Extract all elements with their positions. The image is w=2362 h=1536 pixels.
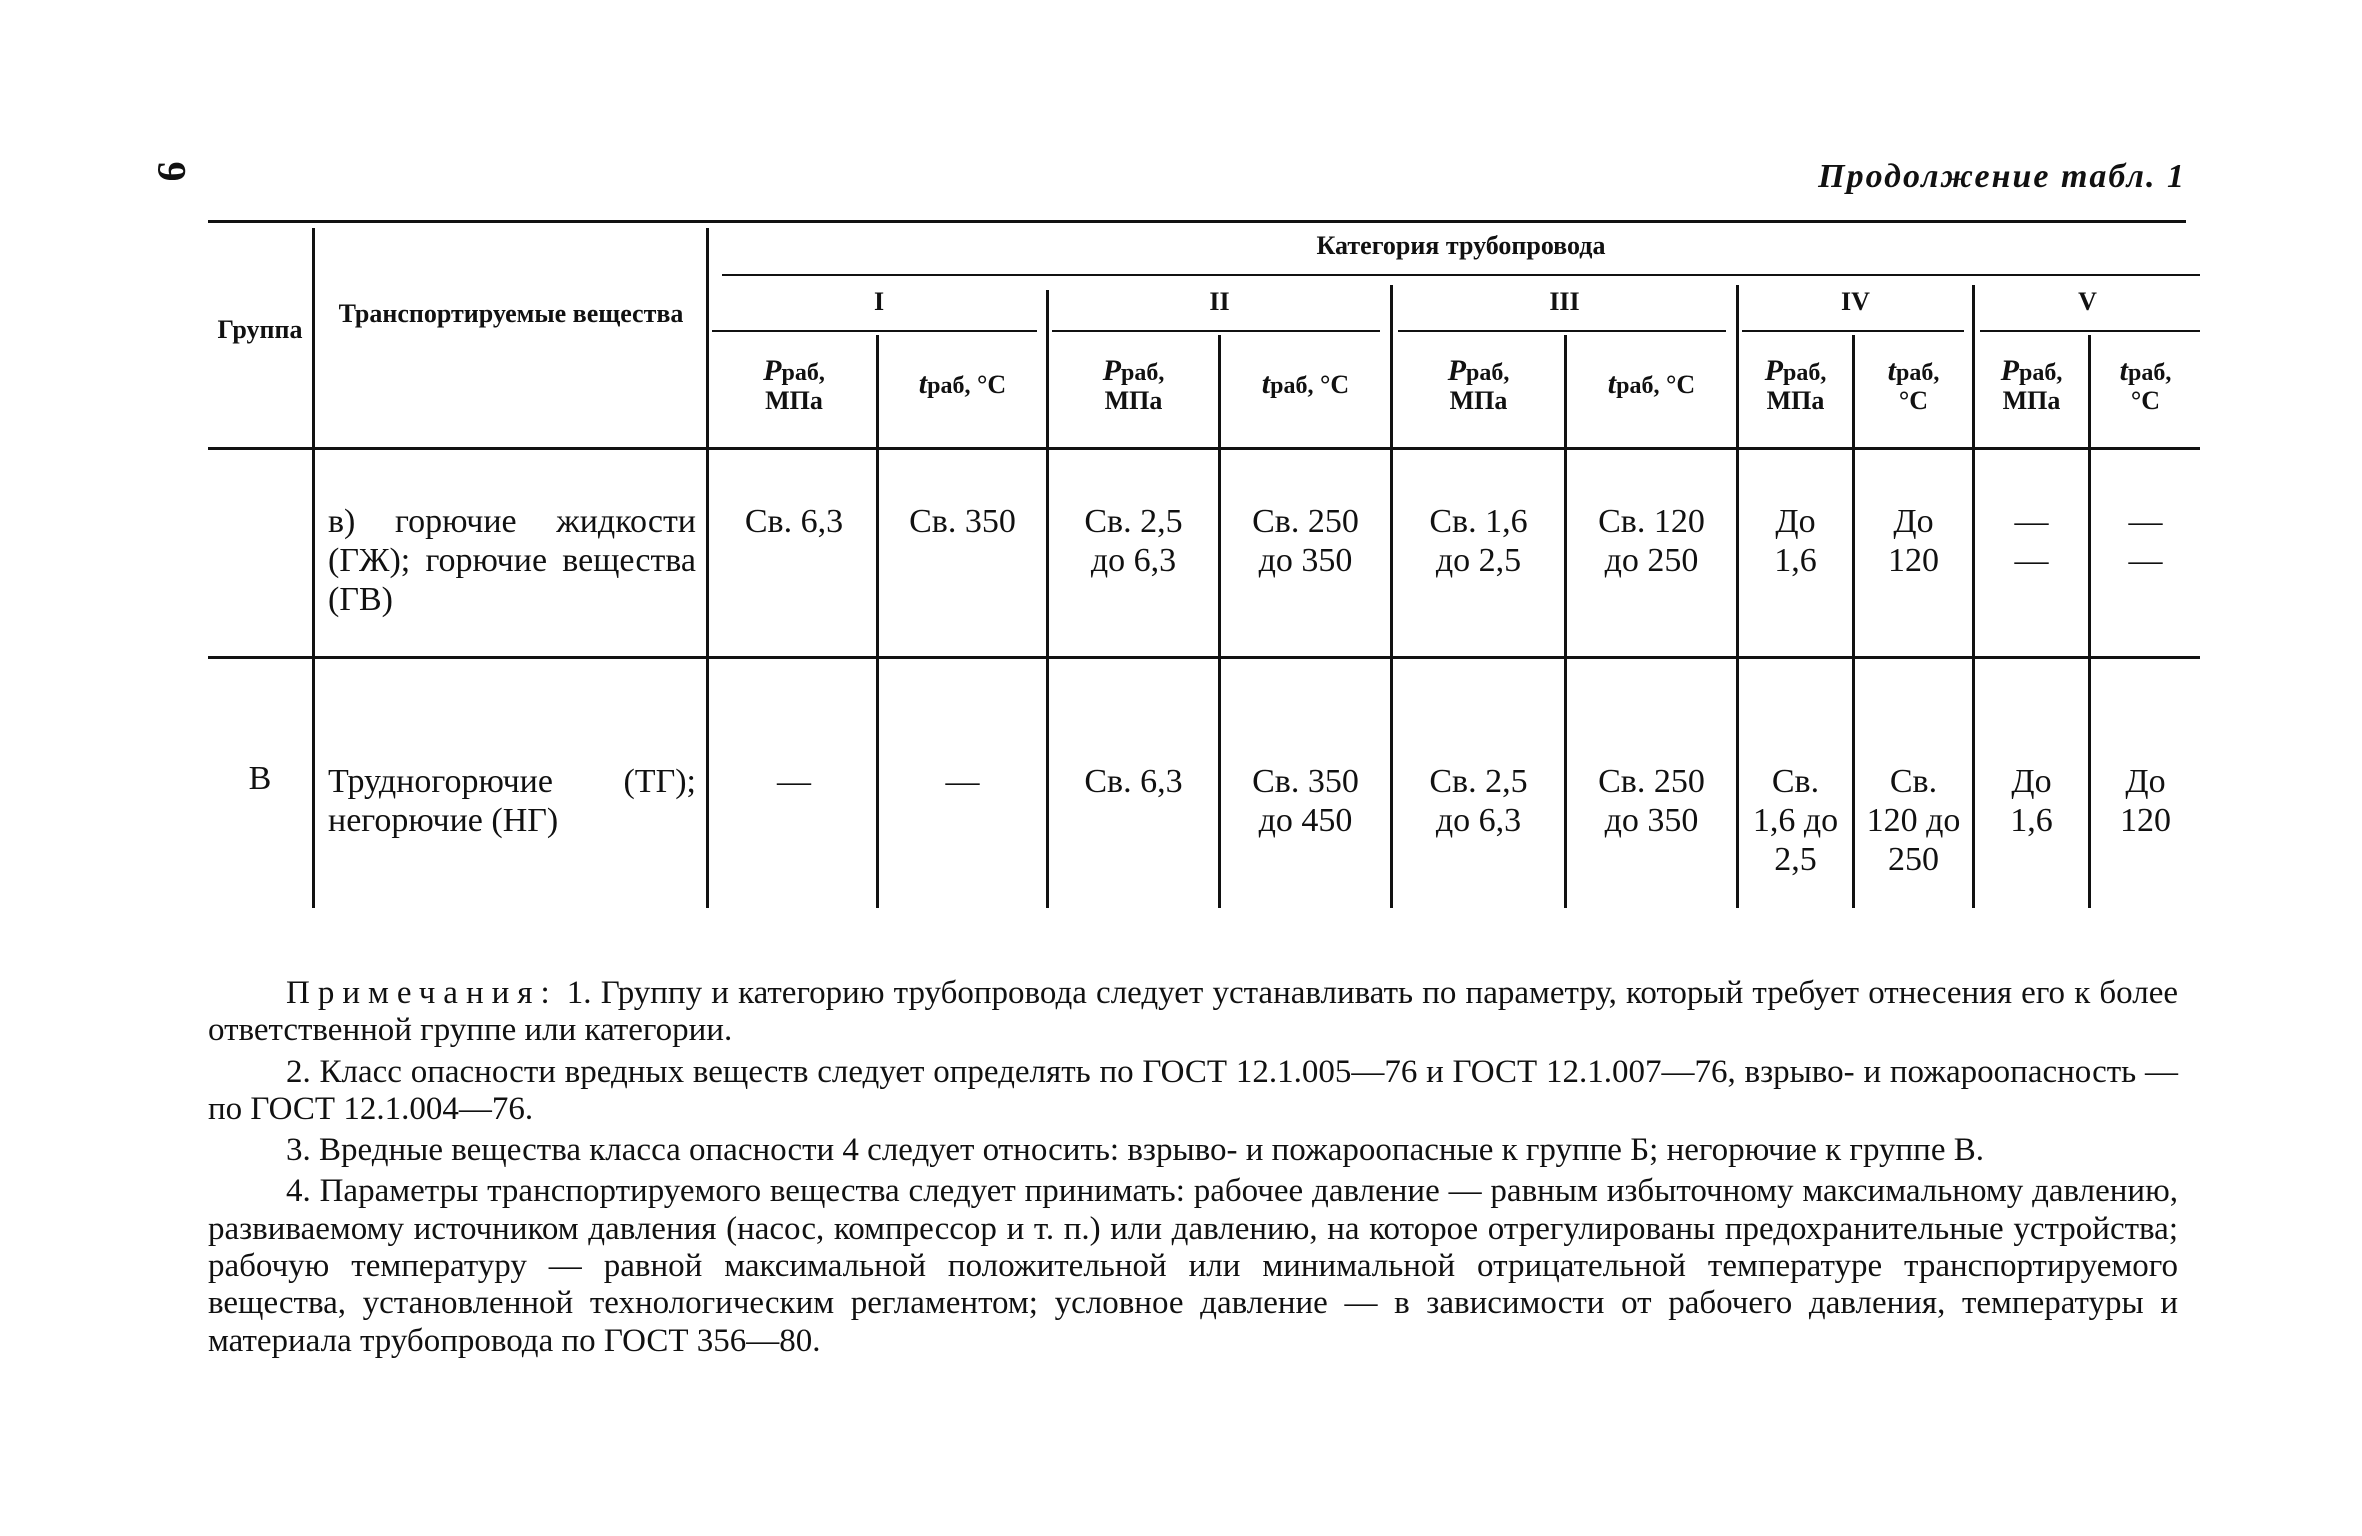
row-2-cat-v-p: [1975, 762, 2088, 840]
note-1-text: 1. Группу и категорию трубопровода следует устанавливать по параметру, который требует отнесения его к более ответственной группе или категории.: [208, 975, 2179, 1049]
row-2-cat-iii-t-value: Св. 250 до 350: [1598, 763, 1705, 840]
row-1-cat-v-t-value: — —: [2128, 503, 2163, 580]
notes-title: Примечания:: [286, 975, 558, 1011]
row-1-cat-iii-t-value: Св. 120 до 250: [1598, 503, 1705, 580]
p-sub: раб,: [1120, 360, 1165, 386]
t-var: t: [918, 367, 928, 400]
category-ii-label: II: [1209, 287, 1230, 316]
header-t-cat-i: [879, 368, 1046, 428]
header-category-iv: [1739, 280, 1972, 324]
header-p-cat-v: [1975, 355, 2088, 435]
t-sub: раб,: [1270, 373, 1314, 399]
page-number: 9: [149, 161, 195, 182]
note-2: 2. Класс опасности вредных веществ следует определять по ГОСТ 12.1.005—76 и ГОСТ 12.1.007—76, взрыво- и пожароопасность — по ГОСТ 12.1.004—76.: [208, 1053, 2178, 1127]
header-bottom-rule: [208, 447, 2200, 450]
header-substances: [320, 300, 702, 380]
t-sub: раб,: [1616, 373, 1660, 399]
row-1-cat-iv-t: [1855, 502, 1972, 580]
t-unit: °С: [1666, 370, 1696, 399]
p-sub: раб,: [781, 360, 825, 386]
p-unit: МПа: [1104, 385, 1163, 415]
row-divider-rule: [208, 656, 2200, 659]
category-iii-label: III: [1549, 287, 1580, 316]
note-4: 4. Параметры транспортируемого вещества следует принимать: рабочее давление — равным избыточному максимальному давлению, развиваемому источником давления (насос, компрессор и т. п.) или давлению, на которое отрегулированы предохранительные устройства; рабочую температуру — равной максимальной положительной или минимальной отрицательной температуре транспортируемого вещества, установленной технологическим регламентом; условное давление — в зависимости от рабочего давления, температуры и материала трубопровода по ГОСТ 356—80.: [208, 1173, 2178, 1359]
t-unit: °С: [1898, 385, 1929, 415]
row-1-cat-iv-p: [1739, 502, 1852, 580]
p-unit: МПа: [765, 385, 823, 415]
row-2-cat-iv-p: [1739, 762, 1852, 879]
t-var: t: [2119, 354, 2128, 387]
header-substances-label: Транспортируемые вещества: [338, 299, 684, 328]
header-t-cat-iv: [1855, 355, 1972, 435]
notes-section: [208, 975, 2178, 1364]
row-2-cat-ii-t: [1221, 762, 1390, 840]
subheader-rule-i: [712, 330, 1037, 332]
header-category-i: [712, 280, 1046, 324]
p-unit: МПа: [2002, 385, 2061, 415]
row-1-cat-v-p: [1975, 502, 2088, 580]
row-1-cat-ii-t-value: Св. 250 до 350: [1252, 503, 1359, 580]
row-1-cat-iii-t: [1567, 502, 1736, 580]
note-1: [208, 975, 2178, 1050]
t-sub: раб,: [1895, 360, 1940, 386]
row-1-cat-i-t-value: Св. 350: [909, 503, 1016, 540]
row-1-cat-ii-t: [1221, 502, 1390, 580]
header-t-cat-iii: [1567, 368, 1736, 428]
row-2-cat-iii-p: [1393, 762, 1564, 840]
row-1-cat-ii-p-value: Св. 2,5 до 6,3: [1084, 503, 1183, 580]
p-var: P: [763, 354, 782, 387]
p-var: P: [1764, 354, 1783, 387]
header-t-cat-ii: [1221, 368, 1390, 428]
col-rule-group: [312, 228, 315, 908]
row-2-cat-v-t-value: До 120: [2120, 763, 2171, 840]
row-2-cat-v-t: [2091, 762, 2200, 840]
header-p-cat-iii: [1393, 355, 1564, 435]
row-2-cat-i-t-value: —: [945, 763, 980, 800]
row-2-cat-i-p-value: —: [777, 763, 811, 800]
subheader-rule-v: [1980, 330, 2200, 332]
row-1-group: [208, 500, 312, 560]
subheader-rule-ii: [1052, 330, 1380, 332]
row-1-cat-v-t: [2091, 502, 2200, 580]
t-unit: °С: [1320, 370, 1350, 399]
row-1-cat-i-p-value: Св. 6,3: [744, 503, 844, 540]
row-1-cat-i-t: [879, 502, 1046, 541]
row-2-cat-i-p: [712, 762, 876, 801]
t-sub: раб,: [927, 373, 971, 399]
subheader-rule-iv: [1742, 330, 1964, 332]
category-iv-label: IV: [1841, 287, 1870, 316]
t-unit: °С: [977, 370, 1007, 399]
row-1-substance: [318, 502, 706, 642]
p-sub: раб,: [1782, 360, 1827, 386]
header-category: [722, 226, 2200, 266]
header-p-cat-ii: [1049, 355, 1218, 435]
row-1-cat-iv-p-value: До 1,6: [1774, 503, 1817, 580]
row-1-cat-iv-t-value: До 120: [1888, 503, 1939, 580]
row-2-cat-v-p-value: До 1,6: [2010, 763, 2053, 840]
row-2-cat-ii-p-value: Св. 6,3: [1084, 763, 1183, 800]
row-1-cat-v-p-value: — —: [2014, 503, 2049, 580]
row-2-cat-iv-t-value: Св. 120 до 250: [1866, 763, 1961, 879]
row-2-group-value: В: [248, 760, 272, 797]
row-2-group: [208, 760, 312, 820]
header-t-cat-v: [2091, 355, 2200, 435]
t-var: t: [1887, 354, 1896, 387]
row-2-cat-iii-t: [1567, 762, 1736, 840]
table-continuation-label: Продолжение табл. 1: [1818, 158, 2186, 195]
row-1-cat-i-p: [712, 502, 876, 541]
row-2-cat-i-t: [879, 762, 1046, 801]
header-group-label: Группа: [217, 315, 303, 344]
p-var: P: [1102, 354, 1121, 387]
row-2-cat-ii-p: [1049, 762, 1218, 801]
t-unit: °С: [2130, 385, 2161, 415]
p-var: P: [1447, 354, 1466, 387]
p-unit: МПа: [1766, 385, 1825, 415]
header-category-v: [1975, 280, 2200, 324]
note-3: 3. Вредные вещества класса опасности 4 следует относить: взрыво- и пожароопасные к группе Б; негорючие к группе В.: [286, 1132, 1985, 1169]
table-top-rule: [208, 220, 2186, 223]
category-rule: [722, 274, 2200, 276]
category-i-label: I: [873, 287, 885, 316]
col-rule-substance: [706, 228, 709, 908]
header-p-cat-i: [712, 355, 876, 435]
t-sub: раб,: [2127, 360, 2172, 386]
header-category-label: Категория трубопровода: [1316, 231, 1606, 260]
header-group: [208, 300, 312, 360]
category-v-label: V: [2078, 287, 2097, 316]
row-1-cat-iii-p: [1393, 502, 1564, 580]
subheader-rule-iii: [1398, 330, 1726, 332]
header-category-ii: [1049, 280, 1390, 324]
row-1-cat-ii-p: [1049, 502, 1218, 580]
header-p-cat-iv: [1739, 355, 1852, 435]
header-category-iii: [1393, 280, 1736, 324]
row-2-cat-iv-t: [1855, 762, 1972, 879]
row-1-cat-iii-p-value: Св. 1,6 до 2,5: [1429, 503, 1528, 580]
row-2-cat-ii-t-value: Св. 350 до 450: [1252, 763, 1359, 840]
p-sub: раб,: [2018, 360, 2063, 386]
row-2-substance: [318, 762, 706, 862]
row-2-substance-text: Трудногорючие (ТГ); негорючие (НГ): [328, 763, 696, 840]
row-2-cat-iv-p-value: Св. 1,6 до 2,5: [1752, 763, 1839, 879]
t-var: t: [1607, 367, 1617, 400]
p-unit: МПа: [1449, 385, 1508, 415]
t-var: t: [1261, 367, 1271, 400]
p-sub: раб,: [1465, 360, 1510, 386]
p-var: P: [2000, 354, 2019, 387]
row-2-cat-iii-p-value: Св. 2,5 до 6,3: [1429, 763, 1528, 840]
row-1-substance-text: в) горючие жидкости (ГЖ); горючие вещества (ГВ): [328, 503, 696, 619]
